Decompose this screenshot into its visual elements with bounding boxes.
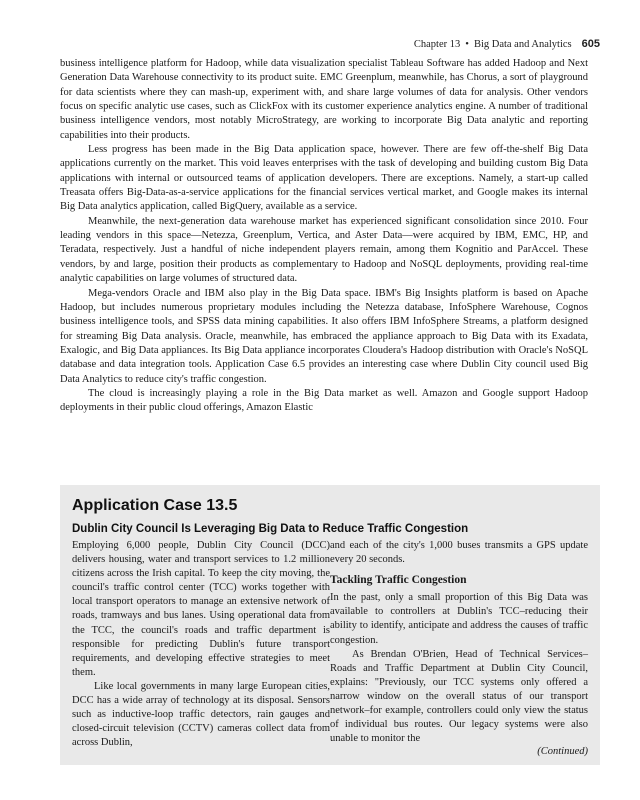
running-header: [60, 38, 600, 50]
section-label: Big Data and Analytics: [473, 39, 572, 50]
case-paragraph: In the past, only a small proportion of this Big Data was available to controllers at Dublin's TCC–reducing their ability to identify, anticipate and address the causes of traffic congestion.: [330, 592, 588, 646]
case-paragraph: and each of the city's 1,000 buses transmits a GPS update every 20 seconds.: [330, 540, 588, 566]
body-text: [60, 57, 588, 416]
header-bullet: •: [465, 39, 469, 50]
case-subtitle: Dublin City Council Is Leveraging Big Data to Reduce Traffic Congestion: [72, 523, 469, 535]
continued-label: (Continued): [537, 746, 588, 757]
case-paragraph: Employing 6,000 people, Dublin City Council (DCC) delivers housing, water and transport services to 1.2 million citizens across the Irish capital. To keep the city moving, the council's traffic control center (TCC) works together with local transport operators to manage an extensive network of roads, tramways and bus lanes. Using operational data from the TCC, the council's roads and traffic department is responsible for predicting Dublin's future transport requirements, and developing effective strategies to meet them.: [72, 540, 330, 678]
paragraph: business intelligence platform for Hadoop, while data visualization specialist Tableau Software has added Hadoop and Next Generation Data Warehouse connectivity to its product suite. EMC Greenplum, meanwhile, has Chorus, a sort of playground for data scientists where they can mash-up, experiment with, and share large volumes of data for analysis. Other vendors focus on specific analytic use cases, such as ClickFox with its customer experience analytics engine. A number of traditional business intelligence vendors, most notably MicroStrategy, are working to incorporate Big Data analytic and reporting capabilities into their products.: [60, 58, 588, 141]
case-columns: [72, 539, 588, 750]
page-number: 605: [581, 38, 600, 50]
case-title: Application Case 13.5: [72, 497, 238, 514]
case-paragraph: Like local governments in many large European cities, DCC has a wide array of technology at its disposal. Sensors such as inductive-loop traffic detectors, rain gauges and closed-circuit television (CCTV) cameras collect data from across Dublin,: [72, 680, 330, 749]
case-right-column: [330, 539, 588, 750]
chapter-label: Chapter 13: [413, 39, 461, 50]
case-section-heading: Tackling Traffic Congestion: [330, 574, 467, 587]
application-case-box: [60, 485, 600, 765]
paragraph: Meanwhile, the next-generation data warehouse market has experienced significant consolidation since 2010. Four leading vendors in this space—Netezza, Greenplum, Vertica, and Aster Data—were acquired by IBM, EMC, HP, and Teradata, respectively. Just a handful of niche independent players remain, among them Kognitio and ParAccel. These vendors, by and large, position their products as complementary to Hadoop and NoSQL deployments, providing real-time analytic capabilities on large volumes of structured data.: [60, 215, 588, 285]
paragraph: Less progress has been made in the Big Data application space, however. There are few off-the-shelf Big Data applications currently on the market. This void leaves enterprises with the task of developing and building custom Big Data applications with internal or outsourced teams of application developers. There are exceptions. Namely, a start-up called Treasata offers Big-Data-as-a-service applications for the financial services vertical market, and Google makes its internal Big Data analytics application, called BigQuery, available as a service.: [60, 144, 588, 213]
case-left-column: [72, 539, 330, 750]
paragraph: The cloud is increasingly playing a role in the Big Data market as well. Amazon and Google support Hadoop deployments in their public cloud offerings, Amazon Elastic: [60, 387, 588, 414]
case-paragraph: As Brendan O'Brien, Head of Technical Services–Roads and Traffic Department at Dublin City Council, explains: "Previously, our TCC systems only offered a narrow window on the overall status of our transport network–for example, controllers could only view the status of individual bus routes. Our legacy systems were also unable to monitor the: [330, 648, 588, 745]
paragraph: Mega-vendors Oracle and IBM also play in the Big Data space. IBM's Big Insights platform is based on Apache Hadoop, but includes numerous proprietary modules including the Netezza database, InfoSphere Warehouse, Cognos business intelligence tools, and SPSS data mining capabilities. It also offers IBM InfoSphere Streams, a platform designed for streaming Big Data analysis. Oracle, meanwhile, has embraced the appliance approach to Big Data with its Exadata, Exalogic, and Big Data appliances. Its Big Data appliance incorporates Cloudera's Hadoop distribution with Oracle's NoSQL database and data integration tools. Application Case 6.5 provides an interesting case where Dublin City council used Big Data Analytics to reduce city's traffic congestion.: [60, 287, 588, 385]
